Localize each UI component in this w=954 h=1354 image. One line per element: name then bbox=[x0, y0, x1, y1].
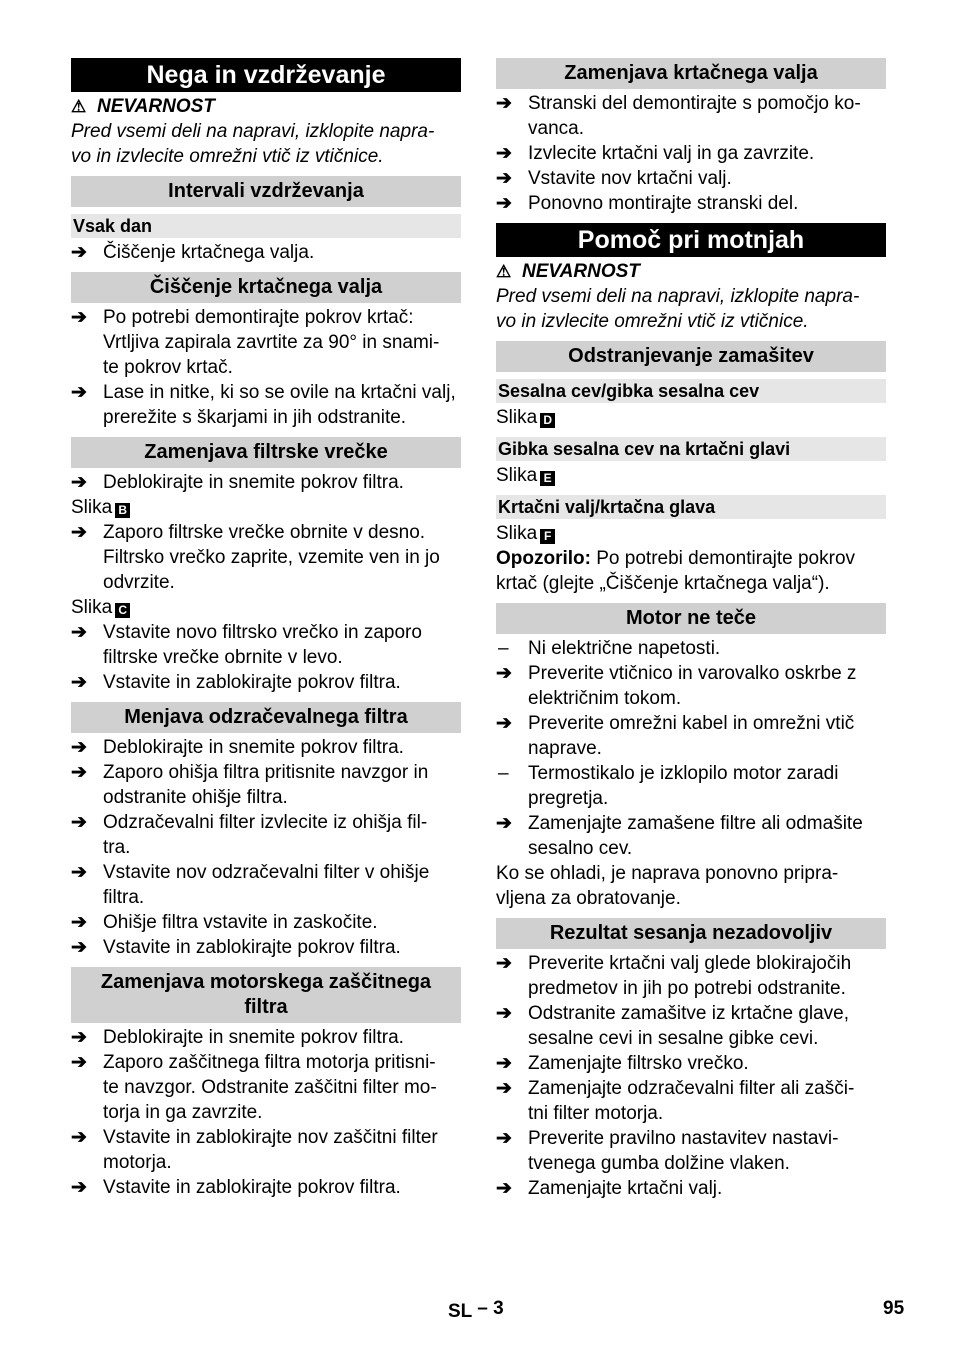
arrow-icon: ➔ bbox=[496, 813, 512, 834]
subheading-suction-hose: Sesalna cev/gibka sesalna cev bbox=[496, 379, 886, 403]
arrow-icon: ➔ bbox=[71, 937, 87, 958]
list-item: ➔ Izvlecite krtačni valj in ga zavrzite. bbox=[496, 143, 815, 164]
heading-brush-roller-replacement: Zamenjava krtačnega valja bbox=[496, 58, 886, 89]
figure-ref-e: Slika E bbox=[496, 463, 886, 488]
figure-ref-f: Slika F bbox=[496, 521, 886, 546]
list-item: ➔ Vstavite novo filtrsko vrečko in zaporo filtrske vrečke obrnite v levo. bbox=[71, 622, 422, 668]
list-item: ➔ Ohišje filtra vstavite in zaskočite. bbox=[71, 912, 378, 933]
figure-ref-b: Slika B bbox=[71, 495, 461, 520]
figure-label-b: B bbox=[115, 503, 130, 518]
arrow-icon: ➔ bbox=[71, 737, 87, 758]
arrow-icon: ➔ bbox=[496, 953, 512, 974]
left-column bbox=[71, 58, 461, 1200]
list-item: ➔ Zamenjajte odzračevalni filter ali zašči- tni filter motorja. bbox=[496, 1078, 855, 1124]
arrow-icon: ➔ bbox=[71, 522, 87, 543]
danger-warning: ⚠ NEVARNOST bbox=[71, 96, 215, 117]
section-title-troubleshooting: Pomoč pri motnjah bbox=[496, 223, 886, 257]
footer-language: SL – 3 bbox=[448, 1298, 504, 1322]
list-item: ➔ Po potrebi demontirajte pokrov krtač: Vrtljiva zapirala zavrtite za 90° in snami- te pokrov krtač. bbox=[71, 307, 440, 378]
heading-exhaust-filter-replacement: Menjava odzračevalnega filtra bbox=[71, 702, 461, 733]
list-item: ➔ Preverite pravilno nastavitev nastavi- tvenega gumba dolžine vlaken. bbox=[496, 1128, 839, 1174]
dash-icon: – bbox=[498, 763, 509, 784]
subheading-brush-head-hose: Gibka sesalna cev na krtačni glavi bbox=[496, 437, 886, 461]
list-item: ➔ Ponovno montirajte stranski del. bbox=[496, 193, 799, 214]
arrow-icon: ➔ bbox=[496, 1003, 512, 1024]
subheading-daily: Vsak dan bbox=[71, 214, 461, 238]
heading-poor-suction: Rezultat sesanja nezadovoljiv bbox=[496, 918, 886, 949]
list-item: ➔ Zamenjajte krtačni valj. bbox=[496, 1178, 723, 1199]
arrow-icon: ➔ bbox=[496, 1128, 512, 1149]
arrow-icon: ➔ bbox=[496, 168, 512, 189]
arrow-icon: ➔ bbox=[71, 307, 87, 328]
paragraph-text: Ko se ohladi, je naprava ponovno pripra- bbox=[496, 863, 839, 884]
subheading-brush-roller-head: Krtačni valj/krtačna glava bbox=[496, 495, 886, 519]
note-text: krtač (glejte „Čiščenje krtačnega valja“). bbox=[496, 573, 830, 594]
arrow-icon: ➔ bbox=[71, 622, 87, 643]
arrow-icon: ➔ bbox=[496, 663, 512, 684]
warning-icon: ⚠ bbox=[71, 97, 87, 116]
right-column bbox=[496, 58, 886, 1201]
heading-motor-filter-replacement: Zamenjava motorskega zaščitnega filtra bbox=[71, 967, 461, 1023]
list-item: – Ni električne napetosti. bbox=[498, 638, 721, 659]
arrow-icon: ➔ bbox=[71, 672, 87, 693]
list-item: – Termostikalo je izklopilo motor zaradi pregretja. bbox=[498, 763, 839, 809]
list-item: ➔ Zaporo ohišja filtra pritisnite navzgor in odstranite ohišje filtra. bbox=[71, 762, 429, 808]
arrow-icon: ➔ bbox=[496, 143, 512, 164]
arrow-icon: ➔ bbox=[71, 762, 87, 783]
figure-label-f: F bbox=[540, 529, 555, 544]
arrow-icon: ➔ bbox=[71, 1177, 87, 1198]
figure-label-c: C bbox=[115, 603, 130, 618]
warning-icon: ⚠ bbox=[496, 262, 512, 281]
list-item: ➔ Deblokirajte in snemite pokrov filtra. bbox=[71, 1027, 404, 1048]
arrow-icon: ➔ bbox=[496, 713, 512, 734]
list-item: ➔ Preverite omrežni kabel in omrežni vtič naprave. bbox=[496, 713, 855, 759]
list-item: ➔ Vstavite in zablokirajte pokrov filtra. bbox=[71, 672, 401, 693]
figure-label-e: E bbox=[540, 471, 555, 486]
list-item: ➔ Deblokirajte in snemite pokrov filtra. bbox=[71, 472, 404, 493]
section-title-maintenance: Nega in vzdrževanje bbox=[71, 58, 461, 92]
list-item: ➔ Vstavite in zablokirajte nov zaščitni filter motorja. bbox=[71, 1127, 438, 1173]
list-item: ➔ Zamenjajte zamašene filtre ali odmašite sesalno cev. bbox=[496, 813, 863, 859]
danger-text: vo in izvlecite omrežni vtič iz vtičnice. bbox=[71, 146, 384, 167]
dash-icon: – bbox=[498, 638, 509, 659]
heading-brush-roller-cleaning: Čiščenje krtačnega valja bbox=[71, 272, 461, 303]
heading-clog-removal: Odstranjevanje zamašitev bbox=[496, 341, 886, 372]
arrow-icon: ➔ bbox=[71, 1027, 87, 1048]
arrow-icon: ➔ bbox=[496, 193, 512, 214]
list-item: ➔ Čiščenje krtačnega valja. bbox=[71, 242, 315, 263]
arrow-icon: ➔ bbox=[71, 1127, 87, 1148]
arrow-icon: ➔ bbox=[71, 382, 87, 403]
heading-filter-bag-replacement: Zamenjava filtrske vrečke bbox=[71, 437, 461, 468]
list-item: ➔ Vstavite in zablokirajte pokrov filtra. bbox=[71, 1177, 401, 1198]
page-number: 95 bbox=[883, 1298, 905, 1319]
heading-maintenance-intervals: Intervali vzdrževanja bbox=[71, 176, 461, 207]
danger-warning: ⚠ NEVARNOST bbox=[496, 261, 640, 282]
list-item: ➔ Deblokirajte in snemite pokrov filtra. bbox=[71, 737, 404, 758]
list-item: ➔ Stranski del demontirajte s pomočjo ko- vanca. bbox=[496, 93, 861, 139]
list-item: ➔ Preverite vtičnico in varovalko oskrbe z električnim tokom. bbox=[496, 663, 857, 709]
note: Opozorilo: Po potrebi demontirajte pokrov bbox=[496, 548, 856, 569]
arrow-icon: ➔ bbox=[71, 242, 87, 263]
arrow-icon: ➔ bbox=[71, 812, 87, 833]
figure-ref-c: Slika C bbox=[71, 595, 461, 620]
figure-ref-d: Slika D bbox=[496, 405, 886, 430]
heading-motor-not-running: Motor ne teče bbox=[496, 603, 886, 634]
list-item: ➔ Odstranite zamašitve iz krtačne glave, sesalne cevi in sesalne gibke cevi. bbox=[496, 1003, 850, 1049]
arrow-icon: ➔ bbox=[496, 1053, 512, 1074]
arrow-icon: ➔ bbox=[71, 472, 87, 493]
list-item: ➔ Zaporo zaščitnega filtra motorja pritisni- te navzgor. Odstranite zaščitni filter mo- torja in ga zavrzite. bbox=[71, 1052, 437, 1123]
list-item: ➔ Lase in nitke, ki so se ovile na krtačni valj, prerežite s škarjami in jih odstranite. bbox=[71, 382, 456, 428]
arrow-icon: ➔ bbox=[496, 1178, 512, 1199]
list-item: ➔ Vstavite nov odzračevalni filter v ohišje filtra. bbox=[71, 862, 430, 908]
list-item: ➔ Vstavite nov krtačni valj. bbox=[496, 168, 732, 189]
danger-text: Pred vsemi deli na napravi, izklopite napra- bbox=[496, 286, 860, 307]
arrow-icon: ➔ bbox=[496, 93, 512, 114]
list-item: ➔ Zamenjajte filtrsko vrečko. bbox=[496, 1053, 749, 1074]
arrow-icon: ➔ bbox=[71, 1052, 87, 1073]
figure-label-d: D bbox=[540, 413, 555, 428]
arrow-icon: ➔ bbox=[71, 912, 87, 933]
list-item: ➔ Odzračevalni filter izvlecite iz ohišja fil- tra. bbox=[71, 812, 428, 858]
danger-text: Pred vsemi deli na napravi, izklopite napra- bbox=[71, 121, 435, 142]
list-item: ➔ Vstavite in zablokirajte pokrov filtra. bbox=[71, 937, 401, 958]
paragraph-text: vljena za obratovanje. bbox=[496, 888, 681, 909]
arrow-icon: ➔ bbox=[496, 1078, 512, 1099]
danger-text: vo in izvlecite omrežni vtič iz vtičnice. bbox=[496, 311, 809, 332]
list-item: ➔ Preverite krtačni valj glede blokirajočih predmetov in jih po potrebi odstranite. bbox=[496, 953, 852, 999]
arrow-icon: ➔ bbox=[71, 862, 87, 883]
list-item: ➔ Zaporo filtrske vrečke obrnite v desno. Filtrsko vrečko zaprite, vzemite ven in jo odvrzite. bbox=[71, 522, 440, 593]
